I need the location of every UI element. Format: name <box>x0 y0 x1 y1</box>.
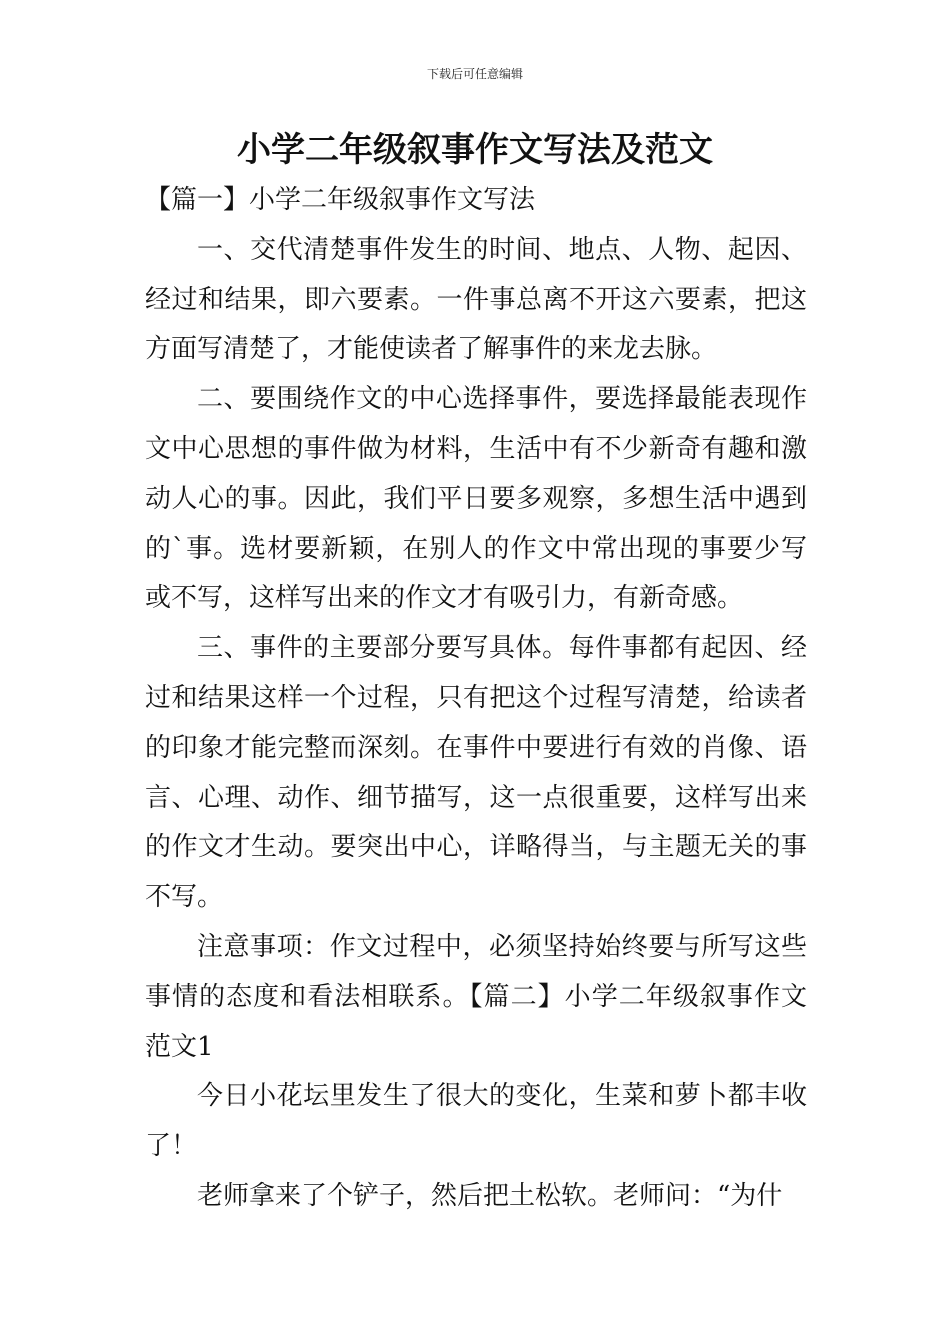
paragraph-3: 三、事件的主要部分要写具体。每件事都有起因、经过和结果这样一个过程，只有把这个过程写清楚，给读者的印象才能完整而深刻。在事件中要进行有效的肖像、语言、心理、动作、细节描写，这一点很重要，这样写出来的作文才生动。要突出中心，详略得当，与主题无关的事不写。 <box>145 633 807 913</box>
paragraph-4: 注意事项：作文过程中，必须坚持始终要与所写这些事情的态度和看法相联系。【篇二】小学二年级叙事作文范文1 <box>145 931 807 1062</box>
paragraph-1: 一、交代清楚事件发生的时间、地点、人物、起因、经过和结果，即六要素。一件事总离不开这六要素，把这方面写清楚了，才能使读者了解事件的来龙去脉。 <box>145 234 807 365</box>
section-heading-1: 【篇一】小学二年级叙事作文写法 <box>145 185 536 215</box>
header-note: 下载后可任意编辑 <box>426 67 523 81</box>
paragraph-6: 老师拿来了个铲子，然后把土松软。老师问：“为什 <box>197 1180 783 1211</box>
document-title: 小学二年级叙事作文写法及范文 <box>237 130 713 170</box>
paragraph-5: 今日小花坛里发生了很大的变化，生菜和萝卜都丰收了！ <box>145 1081 807 1162</box>
document-body <box>145 176 807 1222</box>
paragraph-2: 二、要围绕作文的中心选择事件，要选择最能表现作文中心思想的事件做为材料，生活中有不少新奇有趣和激动人心的事。因此，我们平日要多观察，多想生活中遇到的`事。选材要新颖，在别人的作文中常出现的事要少写或不写，这样写出来的作文才有吸引力，有新奇感。 <box>145 384 807 614</box>
